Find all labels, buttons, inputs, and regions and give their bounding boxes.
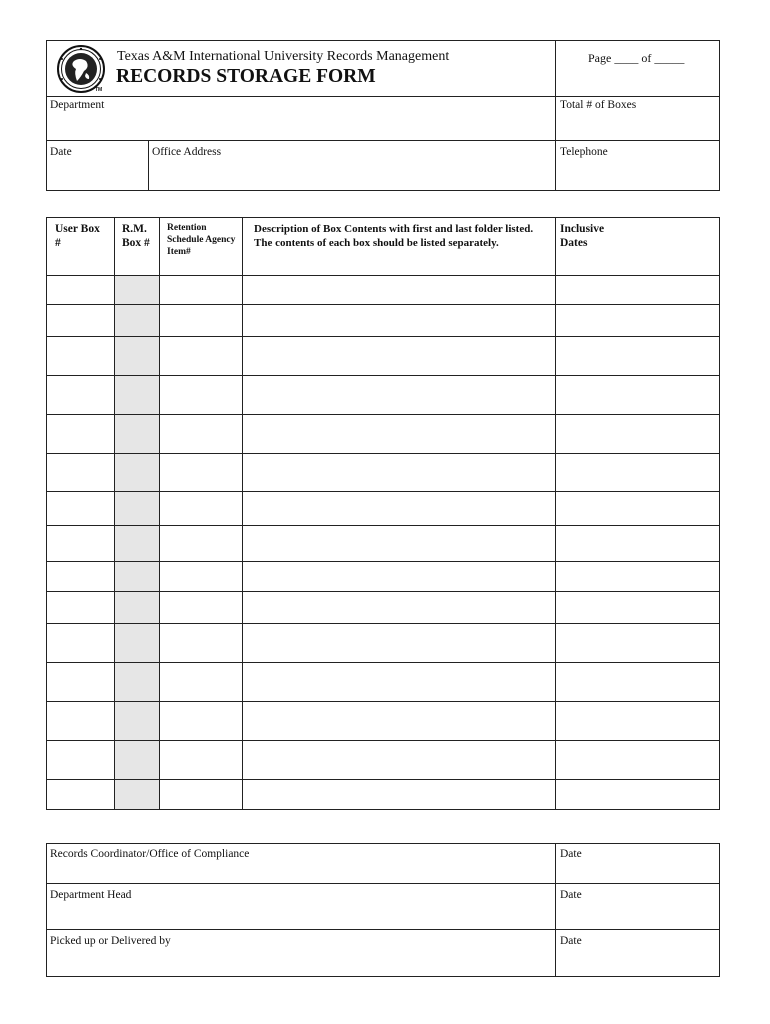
rm-box-cell[interactable] <box>115 337 159 374</box>
inclusive-dates-cell[interactable] <box>556 780 719 809</box>
picked-up-signature-field[interactable] <box>47 949 554 976</box>
retention-item-cell[interactable] <box>160 780 242 809</box>
retention-item-cell[interactable] <box>160 624 242 661</box>
picked-up-date-field[interactable] <box>556 949 719 976</box>
description-cell[interactable] <box>243 415 555 452</box>
picked-up-date-label: Date <box>560 935 582 947</box>
office-address-label: Office Address <box>152 146 222 158</box>
picked-up-label: Picked up or Delivered by <box>50 935 171 947</box>
user-box-cell[interactable] <box>47 780 114 809</box>
page-count-field[interactable]: Page ____ of _____ <box>588 51 685 65</box>
date-field[interactable] <box>47 160 147 190</box>
retention-item-cell[interactable] <box>160 592 242 622</box>
description-cell[interactable] <box>243 592 555 622</box>
retention-item-cell[interactable] <box>160 376 242 413</box>
user-box-cell[interactable] <box>47 276 114 303</box>
description-cell[interactable] <box>243 741 555 778</box>
inclusive-dates-cell[interactable] <box>556 376 719 413</box>
office-address-field[interactable] <box>149 160 554 190</box>
department-head-date-label: Date <box>560 889 582 901</box>
description-cell[interactable] <box>243 624 555 661</box>
rm-box-cell[interactable] <box>115 624 159 661</box>
description-cell[interactable] <box>243 702 555 739</box>
coordinator-date-label: Date <box>560 848 582 860</box>
description-cell[interactable] <box>243 780 555 809</box>
department-head-date-field[interactable] <box>556 903 719 928</box>
rm-box-cell[interactable] <box>115 592 159 622</box>
signature-row-line <box>46 929 720 930</box>
inclusive-dates-cell[interactable] <box>556 702 719 739</box>
rm-box-cell[interactable] <box>115 376 159 413</box>
user-box-cell[interactable] <box>47 376 114 413</box>
rm-box-cell[interactable] <box>115 562 159 590</box>
description-cell[interactable] <box>243 376 555 413</box>
description-cell[interactable] <box>243 454 555 490</box>
total-boxes-label: Total # of Boxes <box>560 99 637 111</box>
user-box-cell[interactable] <box>47 492 114 524</box>
description-cell[interactable] <box>243 337 555 374</box>
header-divider <box>46 96 720 97</box>
form-title: RECORDS STORAGE FORM <box>116 66 376 87</box>
university-seal-icon <box>50 43 112 95</box>
rm-box-cell[interactable] <box>115 415 159 452</box>
retention-item-cell[interactable] <box>160 702 242 739</box>
user-box-cell[interactable] <box>47 702 114 739</box>
description-cell[interactable] <box>243 276 555 303</box>
rm-box-cell[interactable] <box>115 702 159 739</box>
retention-item-cell[interactable] <box>160 415 242 452</box>
records-coordinator-label: Records Coordinator/Office of Compliance <box>50 848 250 860</box>
inclusive-dates-cell[interactable] <box>556 663 719 700</box>
rm-box-cell[interactable] <box>115 780 159 809</box>
coordinator-date-field[interactable] <box>556 862 719 882</box>
user-box-cell[interactable] <box>47 305 114 335</box>
retention-item-cell[interactable] <box>160 305 242 335</box>
user-box-cell[interactable] <box>47 415 114 452</box>
trademark-mark: TM <box>95 87 103 93</box>
inclusive-dates-cell[interactable] <box>556 337 719 374</box>
retention-item-cell[interactable] <box>160 663 242 700</box>
inclusive-dates-cell[interactable] <box>556 305 719 335</box>
telephone-field[interactable] <box>556 160 719 190</box>
telephone-label: Telephone <box>560 146 608 158</box>
rm-box-cell[interactable] <box>115 492 159 524</box>
inclusive-dates-cell[interactable] <box>556 526 719 560</box>
column-header-user-box: User Box # <box>55 223 100 249</box>
rm-box-cell[interactable] <box>115 663 159 700</box>
inclusive-dates-cell[interactable] <box>556 592 719 622</box>
description-cell[interactable] <box>243 562 555 590</box>
rm-box-cell[interactable] <box>115 741 159 778</box>
description-cell[interactable] <box>243 492 555 524</box>
inclusive-dates-cell[interactable] <box>556 492 719 524</box>
inclusive-dates-cell[interactable] <box>556 562 719 590</box>
university-name: Texas A&M International University Records Management <box>117 49 450 64</box>
date-label: Date <box>50 146 72 158</box>
inclusive-dates-cell[interactable] <box>556 454 719 490</box>
inclusive-dates-cell[interactable] <box>556 276 719 303</box>
description-cell[interactable] <box>243 305 555 335</box>
user-box-cell[interactable] <box>47 454 114 490</box>
records-coordinator-signature-field[interactable] <box>47 862 554 882</box>
user-box-cell[interactable] <box>47 741 114 778</box>
column-header-rm-box: R.M. Box # <box>122 223 150 249</box>
column-header-inclusive-dates: Inclusive Dates <box>560 223 605 249</box>
user-box-cell[interactable] <box>47 592 114 622</box>
rm-box-cell[interactable] <box>115 305 159 335</box>
retention-item-cell[interactable] <box>160 276 242 303</box>
description-cell[interactable] <box>243 663 555 700</box>
rm-box-cell[interactable] <box>115 276 159 303</box>
retention-item-cell[interactable] <box>160 454 242 490</box>
user-box-cell[interactable] <box>47 337 114 374</box>
total-boxes-field[interactable] <box>556 112 719 139</box>
department-label: Department <box>50 99 105 111</box>
user-box-cell[interactable] <box>47 526 114 560</box>
department-head-label: Department Head <box>50 889 132 901</box>
user-box-cell[interactable] <box>47 562 114 590</box>
inclusive-dates-cell[interactable] <box>556 415 719 452</box>
department-head-signature-field[interactable] <box>47 903 554 928</box>
rm-box-cell[interactable] <box>115 454 159 490</box>
column-header-retention-schedule: Retention Schedule Agency Item# <box>167 223 236 257</box>
department-field[interactable] <box>47 112 554 139</box>
user-box-cell[interactable] <box>47 624 114 661</box>
column-header-description: Description of Box Contents with first and last folder listed. The contents of each box should be listed separately. <box>254 223 534 249</box>
rm-box-cell[interactable] <box>115 526 159 560</box>
description-cell[interactable] <box>243 526 555 560</box>
inclusive-dates-cell[interactable] <box>556 624 719 661</box>
signature-row-line <box>46 883 720 884</box>
retention-item-cell[interactable] <box>160 492 242 524</box>
retention-item-cell[interactable] <box>160 741 242 778</box>
retention-item-cell[interactable] <box>160 526 242 560</box>
inclusive-dates-cell[interactable] <box>556 741 719 778</box>
retention-item-cell[interactable] <box>160 562 242 590</box>
user-box-cell[interactable] <box>47 663 114 700</box>
retention-item-cell[interactable] <box>160 337 242 374</box>
